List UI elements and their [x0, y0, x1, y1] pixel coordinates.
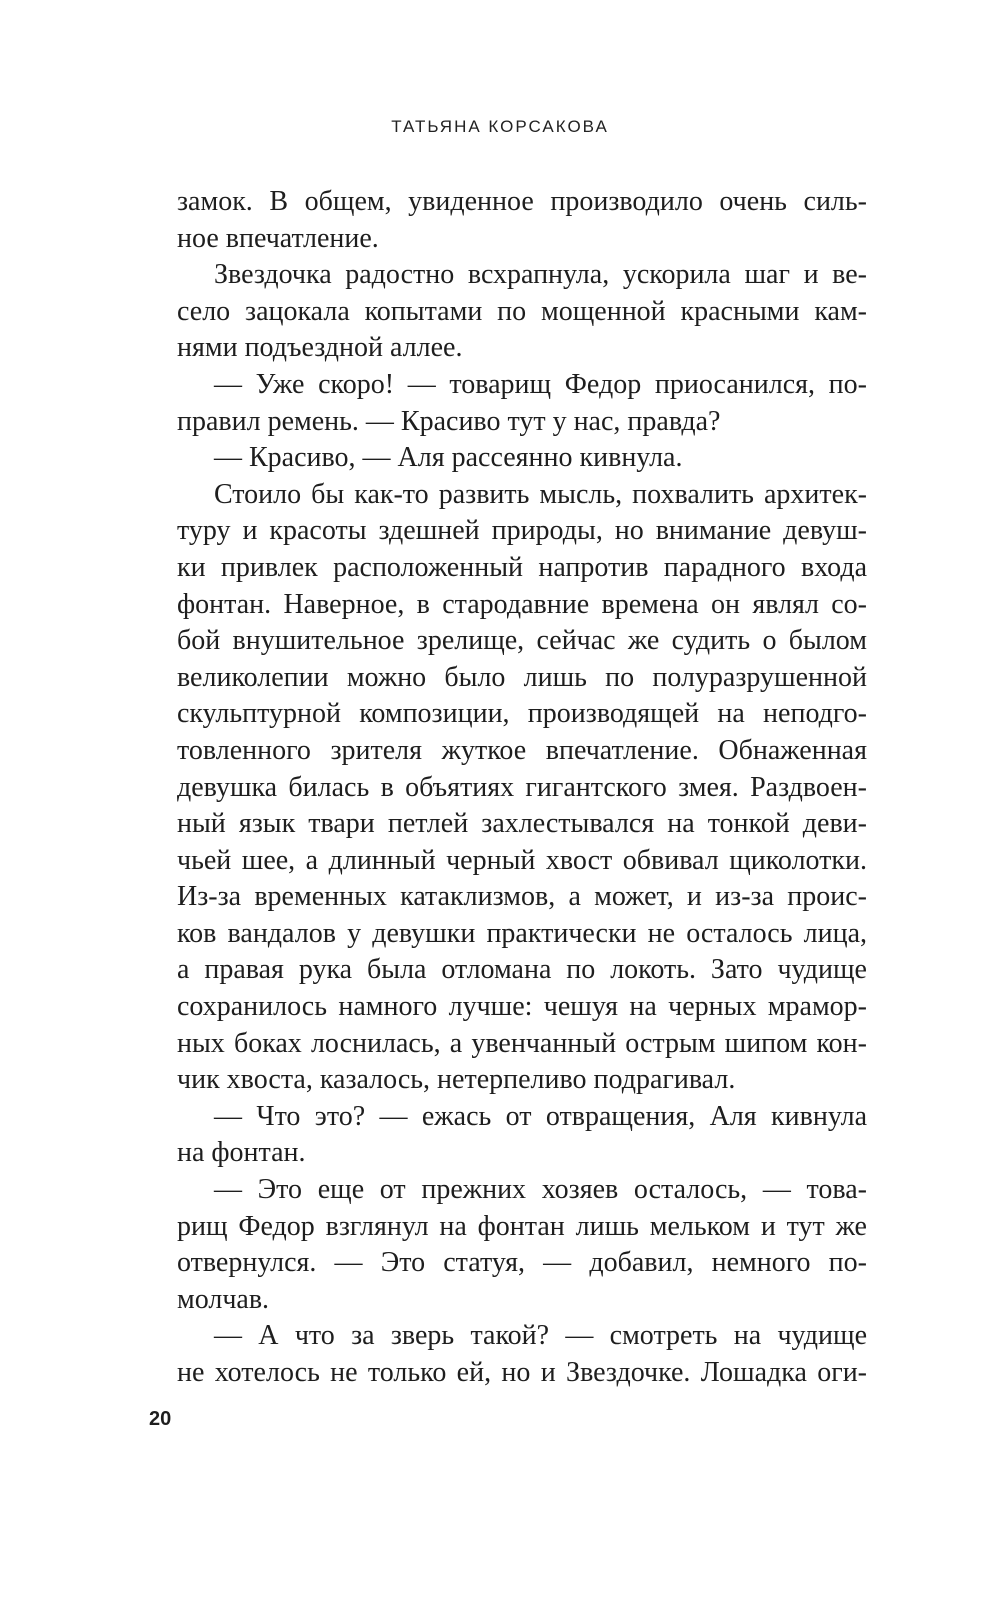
text-line: на фонтан.	[177, 1137, 306, 1169]
text-line: бой внушительное зрелище, сейчас же судить о былом	[177, 625, 867, 657]
page-number: 20	[149, 1408, 172, 1430]
text-line: туру и красоты здешней природы, но внимание девуш-	[177, 515, 867, 547]
text-line: нями подъездной аллее.	[177, 332, 463, 364]
text-line: — Уже скоро! — товарищ Федор приосанился, по-	[214, 368, 867, 400]
text-line: чьей шее, а длинный черный хвост обвивал щиколотки.	[177, 844, 867, 876]
text-line: ных боках лоснилась, а увенчанный острым шипом кон-	[177, 1027, 867, 1059]
text-line: Из-за временных катаклизмов, а может, и из-за проис-	[177, 881, 867, 913]
body-text	[177, 184, 867, 1392]
running-header: ТАТЬЯНА КОРСАКОВА	[391, 117, 609, 136]
text-line: великолепии можно было лишь по полуразрушенной	[177, 661, 867, 693]
text-line: — Красиво, — Аля рассеянно кивнула.	[214, 442, 683, 474]
text-line: замок. В общем, увиденное производило очень силь-	[177, 186, 867, 217]
text-line: — А что за зверь такой? — смотреть на чудище	[214, 1320, 867, 1352]
text-line: не хотелось не только ей, но и Звездочке. Лошадка оги-	[177, 1357, 867, 1388]
text-line: рищ Федор взглянул на фонтан лишь мельком и тут же	[177, 1210, 867, 1242]
text-line: Стоило бы как-то развить мысль, похвалить архитек-	[214, 478, 867, 510]
text-line: отвернулся. — Это статуя, — добавил, немного по-	[177, 1247, 867, 1279]
text-line: сохранилось намного лучше: чешуя на черных мрамор-	[177, 991, 867, 1023]
text-line: чик хвоста, казалось, нетерпеливо подрагивал.	[177, 1064, 736, 1096]
text-line: ки привлек расположенный напротив парадного входа	[177, 551, 867, 583]
text-line: девушка билась в объятиях гигантского змея. Раздвоен-	[177, 771, 867, 803]
text-line: фонтан. Наверное, в стародавние времена он являл со-	[177, 588, 867, 620]
text-line: ков вандалов у девушки практически не осталось лица,	[177, 917, 867, 949]
text-line: Звездочка радостно всхрапнула, ускорила шаг и ве-	[214, 259, 867, 291]
text-line: ный язык твари петлей захлестывался на тонкой деви-	[177, 808, 867, 840]
text-line: — Что это? — ежась от отвращения, Аля кивнула	[214, 1100, 867, 1132]
text-line: село зацокала копытами по мощенной красными кам-	[177, 295, 867, 327]
text-line: ное впечатление.	[177, 222, 379, 254]
text-line: — Это еще от прежних хозяев осталось, — това-	[214, 1174, 867, 1206]
text-line: скульптурной композиции, производящей на неподго-	[177, 698, 867, 730]
text-line: а правая рука была отломана по локоть. Зато чудище	[177, 954, 867, 986]
text-line: правил ремень. — Красиво тут у нас, правда?	[177, 405, 721, 437]
text-line: товленного зрителя жуткое впечатление. Обнаженная	[177, 734, 867, 766]
text-line: молчав.	[177, 1283, 270, 1315]
